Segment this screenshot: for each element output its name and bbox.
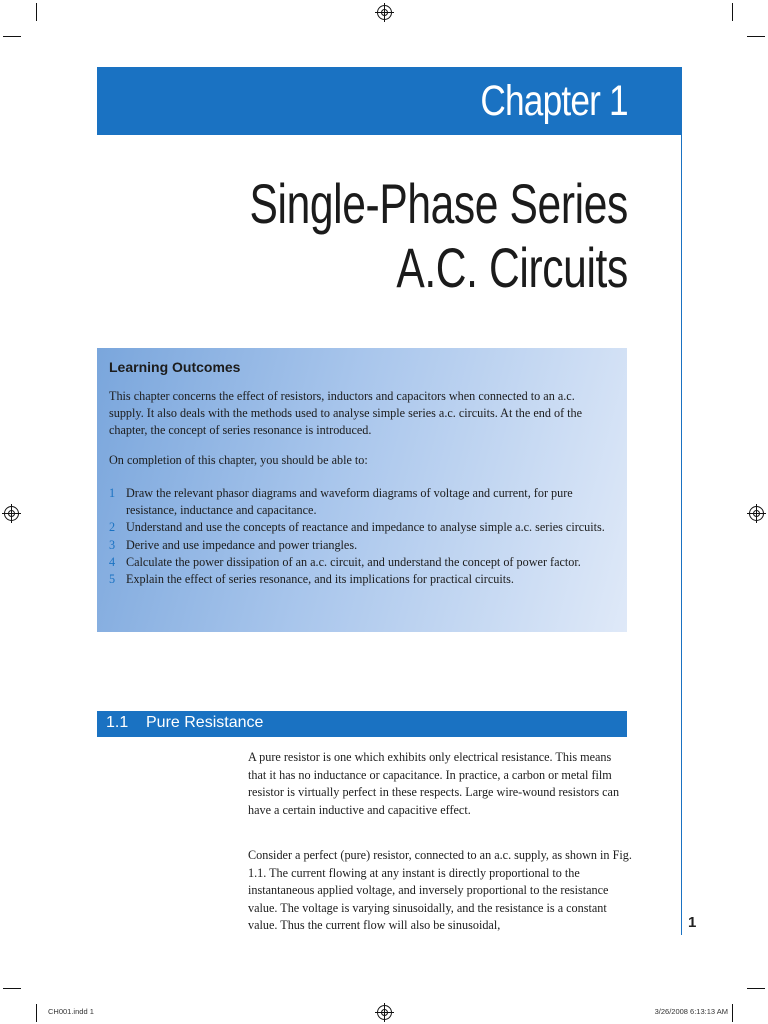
chapter-label: Chapter 1 <box>480 77 628 125</box>
outcome-text: Derive and use impedance and power triangles. <box>126 537 358 552</box>
margin-rule <box>681 135 682 935</box>
outcome-number: 1 <box>109 486 116 500</box>
page-number: 1 <box>688 914 697 931</box>
outcome-number: 5 <box>109 572 116 587</box>
body-paragraph: Consider a perfect (pure) resistor, connected to an a.c. supply, as shown in Fig. 1.1. The current flowing at any instant is directly proportional to the instantaneous applied voltage, and inversely proportional to the resistance value. The voltage is varying sinusoidally, and the resistance is a constant value. Thus the current flow will also be sinusoidal, <box>248 848 632 933</box>
footer-filename: CH001.indd 1 <box>48 1007 94 1016</box>
outcome-text: Explain the effect of series resonance, and its implications for practical circuits. <box>126 572 514 587</box>
chapter-title-line-2: A.C. Circuits <box>396 236 628 299</box>
footer-timestamp: 3/26/2008 6:13:13 AM <box>654 1007 728 1016</box>
outcome-item <box>109 554 617 571</box>
learning-outcomes-list <box>109 485 617 588</box>
learning-outcomes-lead: On completion of this chapter, you should be able to: <box>109 453 368 467</box>
outcome-item <box>109 485 617 519</box>
outcome-number: 2 <box>109 520 116 535</box>
learning-outcomes-intro: This chapter concerns the effect of resistors, inductors and capacitors when connected to an a.c. supply. It also deals with the methods used to analyse simple series a.c. circuits. At the end of the chapter, the concept of series resonance is introduced. <box>109 389 583 438</box>
crop-mark-top-left-h <box>3 36 21 37</box>
crop-mark-bottom-left-h <box>3 988 21 989</box>
registration-mark-right <box>749 506 764 521</box>
outcome-text: Calculate the power dissipation of an a.c. circuit, and understand the concept of power factor. <box>126 554 581 569</box>
body-paragraph: A pure resistor is one which exhibits only electrical resistance. This means that it has no inductance or capacitance. In practice, a carbon or metal film resistor is virtually perfect in these respects. Large wire-wound resistors can have a certain inductive and capacitive effect. <box>248 750 620 817</box>
chapter-title <box>250 172 628 300</box>
learning-outcomes-box <box>97 348 627 632</box>
outcome-text: Draw the relevant phasor diagrams and waveform diagrams of voltage and current, for pure resistance, inductance and capacitance. <box>126 486 573 518</box>
crop-mark-bottom-left <box>36 1004 37 1022</box>
outcome-number: 3 <box>109 537 116 552</box>
outcome-number: 4 <box>109 554 116 569</box>
section-heading-bar <box>97 711 627 737</box>
outcome-item <box>109 519 617 536</box>
outcome-text: Understand and use the concepts of reactance and impedance to analyse simple a.c. series circuits. <box>126 520 605 535</box>
crop-mark-top-left <box>36 3 37 21</box>
learning-outcomes-heading: Learning Outcomes <box>109 359 241 375</box>
registration-mark-top <box>377 5 392 20</box>
crop-mark-top-right <box>732 3 733 21</box>
crop-mark-bottom-right <box>732 1004 733 1022</box>
crop-mark-bottom-right-h <box>747 988 765 989</box>
section-number: 1.1 <box>106 714 129 731</box>
crop-mark-top-right-h <box>747 36 765 37</box>
section-title: Pure Resistance <box>146 714 264 731</box>
outcome-item <box>109 571 617 588</box>
registration-mark-bottom <box>377 1005 392 1020</box>
outcome-item <box>109 537 617 554</box>
chapter-title-line-1: Single-Phase Series <box>249 172 628 235</box>
registration-mark-left <box>4 506 19 521</box>
chapter-banner <box>97 67 682 135</box>
